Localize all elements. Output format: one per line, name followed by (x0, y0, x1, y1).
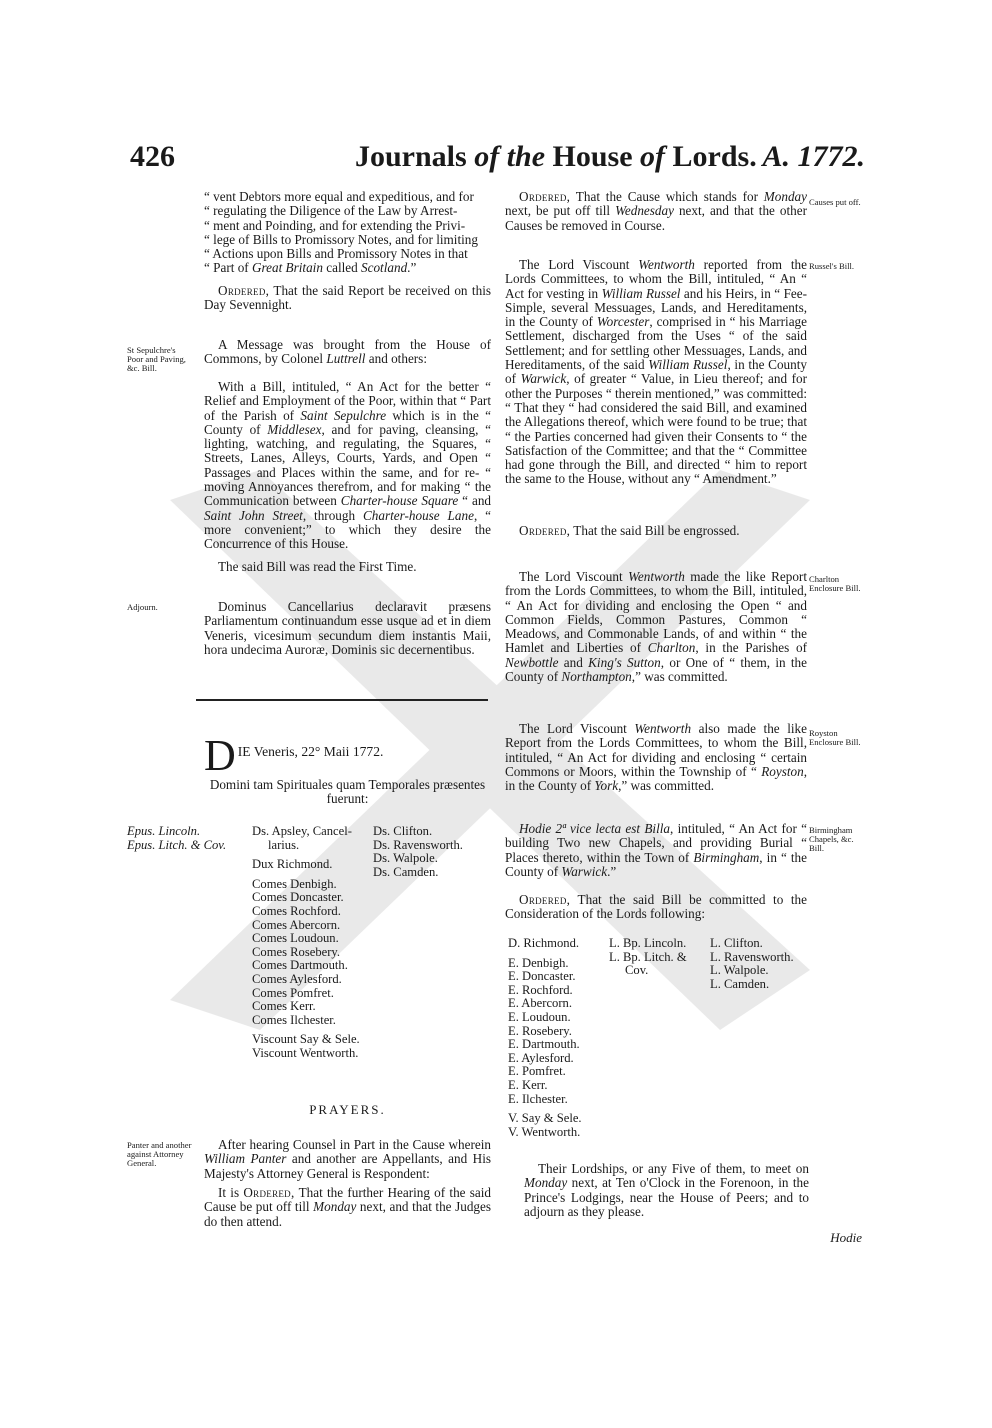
committee-bishops: L. Bp. Lincoln. L. Bp. Litch. & Cov. (609, 936, 687, 978)
first-reading: The said Bill was read the First Time. (218, 559, 417, 574)
commons-message: A Message was brought from the House of Commons, by Colonel Luttrell and others: (204, 337, 491, 367)
continued-report: “ vent Debtors more equal and expeditious, and for “ regulating the Diligence of the Law by Arrest- “ ment and Poinding, and for extending the Privi- “ lege of Bills to Promissory Notes, and for limiting “ Actions upon Bills and Promissory Notes in that “ Part of Great Britain called Scotland.” (204, 189, 478, 276)
roster-barons: Ds. Clifton. Ds. Ravensworth. Ds. Walpole. Ds. Camden. (373, 824, 463, 879)
charlton-report: The Lord Viscount Wentworth made the like Report from the Lords Committees, to whom the Bill, intituled, “ An Act for dividing and enclosing the Open “ and Common Fields, Common Pastures, Common “ Meadows, and Commonable Lands, of and within “ the Hamlet and Liberties of Charlton, in the Parishes of Newbottle and King's Sutton, or One of “ them, in the County of Northampton,” was committed. (505, 569, 807, 685)
engrossed-order: Ordered, That the said Bill be engrossed. (519, 523, 740, 538)
russel-report: The Lord Viscount Wentworth reported from the Lords Committees, to whom the Bill, intituled, “ An “ Act for vesting in William Russel and his Heirs, in “ Fee-Simple, several Messuages, Lands, and Hereditaments, in the County of Worcester, comprised in “ his Marriage Settlement, discharged from the Uses “ of the said Settlement; and for settling other Messuages, Lands, and Hereditaments, of the said William Russel, in the County of Warwick, of greater “ Value, in Lieu thereof; and for other the Purposes “ therein mentioned,” was committed: “ That they “ had considered the said Bill, and examined the Allegations thereof, which were found to be true; that “ the Parties concerned had given their Consents to “ the Satisfaction of the Committee; and that the “ Committee had gone through the Bill, and directed “ him to report the same to the House, without any “ Amendment.” (505, 257, 807, 487)
meeting-order: Their Lordships, or any Five of them, to meet on Monday next, at Ten o'Clock in the Forenoon, in the Prince's Lodgings, near the House of Peers; and to adjourn as they please. (524, 1161, 809, 1219)
margin-note-sepulchre: St Sepulchre's Poor and Paving, &c. Bill. (127, 345, 186, 374)
causes-order: Ordered, That the Cause which stands for Monday next, be put off till Wednesday next, and that the other Causes be removed in Course. (505, 189, 807, 233)
margin-note-charlton: Charlton Enclosure Bill. (809, 574, 861, 594)
catchword: Hodie (830, 1230, 862, 1245)
margin-note-panter: Panter and another against Attorney General. (127, 1140, 192, 1169)
margin-note-royston: Royston Enclosure Bill. (809, 728, 861, 748)
roster-temporal: Ds. Apsley, Cancel- larius. Dux Richmond. Comes Denbigh. Comes Doncaster. Comes Rochford. Comes Abercorn. Comes Loudoun. Comes Rosebery. Comes Dartmouth. Comes Aylesford. Comes Pomfret. Comes Kerr. Comes Ilchester. Viscount Say & Sele. Viscount Wentworth. (252, 824, 360, 1060)
margin-note-birmingham: Birmingham Chapels, &c. Bill. (809, 825, 854, 854)
margin-note-russel: Russel's Bill. (809, 261, 855, 271)
sitting-heading: D IE Veneris, 22° Maii 1772. (204, 731, 384, 780)
running-title: Journals of the House of Lords. (355, 140, 757, 173)
drop-cap: D (204, 731, 236, 780)
margin-note-adjourn: Adjourn. (127, 602, 158, 612)
running-year: A. 1772. (762, 140, 865, 173)
report-order: Ordered, That the said Report be received on this Day Sevennight. (204, 283, 491, 313)
royston-report: The Lord Viscount Wentworth also made the like Report from the Lords Committees, to whom the Bill, intituled, “ An Act for dividing and enclosing “ certain Commons or Moors, within the Township of “ Royston, in the County of York,” was committed. (505, 721, 807, 794)
margin-note-causes: Causes put off. (809, 197, 861, 207)
page-number: 426 (130, 140, 175, 173)
committee-earls: D. Richmond. E. Denbigh. E. Doncaster. E. Rochford. E. Abercorn. E. Loudoun. E. Rosebery. E. Dartmouth. E. Aylesford. E. Pomfret. E. Kerr. E. Ilchester. V. Say & Sele. V. Wentworth. (508, 936, 582, 1139)
prayers-heading: PRAYERS. (309, 1102, 386, 1117)
domini-present: Domini tam Spirituales quam Temporales præsentes fuerunt: (209, 777, 486, 807)
committal-order: Ordered, That the said Bill be committed to the Consideration of the Lords following: (505, 892, 807, 922)
adjournment-latin: Dominus Cancellarius declaravit præsens Parliamentum continuandum esse usque ad et in diem Veneris, vicesimum secundum diem instantis Maii, hora undecima Auroræ, Dominis sic decernentibus. (204, 599, 491, 657)
committee-barons: L. Clifton. L. Ravensworth. L. Walpole. L. Camden. (710, 936, 794, 991)
birmingham-bill: Hodie 2ª vice lecta est Billa, intituled, “ An Act for “ building Two new Chapels, and providing Burial “ Places thereto, within the Town of Birmingham, in “ the County of Warwick.” (505, 821, 807, 879)
roster-bishops: Epus. Lincoln. Epus. Litch. & Cov. (127, 824, 227, 852)
sepulchre-bill: With a Bill, intituled, “ An Act for the better “ Relief and Employment of the Poor, within that “ Part of the Parish of Saint Sepulchre which is in the “ County of Middlesex, and for paving, cleansing, “ lighting, watching, and regulating, the Squares, “ Streets, Lanes, Alleys, Courts, Yards, and Open “ Passages and Places within the same, and for re- “ moving Annoyances therefrom, and for making “ the Communication between Charter-house Square “ and Saint John Street, through Charter-house Lane, “ more convenient;” to which they desire the Concurrence of this House. (204, 379, 492, 552)
panter-order: It is Ordered, That the further Hearing of the said Cause be put off till Monday next, and that the Judges do then attend. (204, 1185, 491, 1229)
panter-cause: After hearing Counsel in Part in the Cause wherein William Panter and another are Appellants, and His Majesty's Attorney General is Respondent: (204, 1137, 491, 1181)
running-header (130, 140, 865, 180)
section-rule (196, 699, 488, 701)
